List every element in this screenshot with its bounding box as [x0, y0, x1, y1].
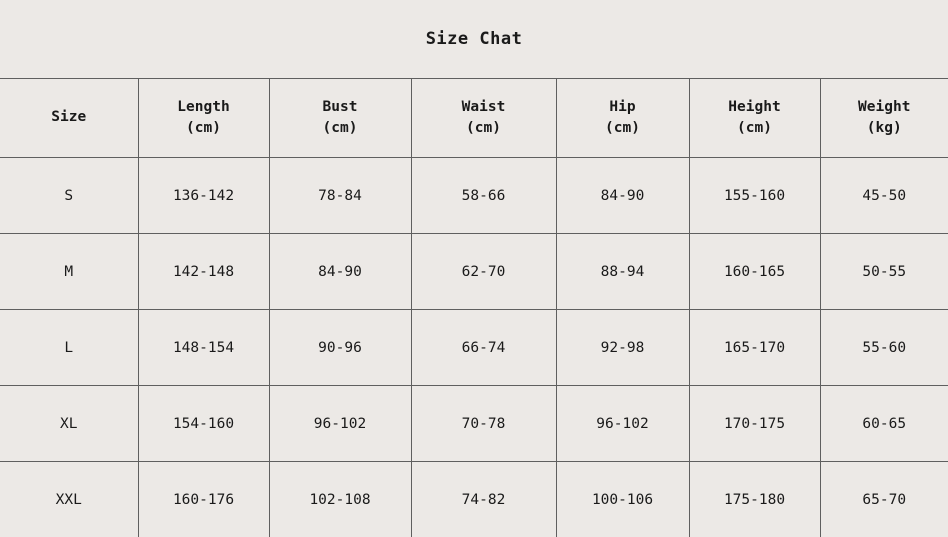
column-header-length-unit: (cm) [139, 118, 269, 139]
cell-hip: 100-106 [556, 462, 689, 537]
cell-size: XL [0, 386, 138, 462]
column-header-waist-unit: (cm) [412, 118, 556, 139]
cell-bust: 96-102 [269, 386, 411, 462]
size-chart-table [0, 78, 948, 537]
table-header-row [0, 79, 948, 158]
cell-height: 175-180 [689, 462, 820, 537]
cell-height: 165-170 [689, 310, 820, 386]
cell-hip: 96-102 [556, 386, 689, 462]
cell-bust: 78-84 [269, 158, 411, 234]
cell-weight: 45-50 [820, 158, 948, 234]
cell-waist: 66-74 [411, 310, 556, 386]
column-header-height-unit: (cm) [690, 118, 820, 139]
column-header-height [689, 79, 820, 158]
column-header-bust [269, 79, 411, 158]
cell-size: M [0, 234, 138, 310]
cell-length: 148-154 [138, 310, 269, 386]
cell-bust: 90-96 [269, 310, 411, 386]
table-row [0, 310, 948, 386]
cell-waist: 62-70 [411, 234, 556, 310]
column-header-hip-name: Hip [557, 97, 689, 118]
column-header-bust-name: Bust [270, 97, 411, 118]
cell-hip: 88-94 [556, 234, 689, 310]
cell-waist: 70-78 [411, 386, 556, 462]
cell-weight: 60-65 [820, 386, 948, 462]
cell-hip: 84-90 [556, 158, 689, 234]
cell-length: 142-148 [138, 234, 269, 310]
column-header-length-name: Length [139, 97, 269, 118]
column-header-waist [411, 79, 556, 158]
cell-waist: 74-82 [411, 462, 556, 537]
cell-size: XXL [0, 462, 138, 537]
cell-height: 155-160 [689, 158, 820, 234]
table-row [0, 234, 948, 310]
column-header-weight [820, 79, 948, 158]
cell-size: S [0, 158, 138, 234]
cell-hip: 92-98 [556, 310, 689, 386]
cell-bust: 84-90 [269, 234, 411, 310]
table-row [0, 158, 948, 234]
cell-length: 154-160 [138, 386, 269, 462]
table-row [0, 462, 948, 537]
column-header-weight-name: Weight [821, 97, 948, 118]
cell-length: 136-142 [138, 158, 269, 234]
cell-height: 160-165 [689, 234, 820, 310]
cell-size: L [0, 310, 138, 386]
column-header-weight-unit: (kg) [821, 118, 948, 139]
column-header-hip [556, 79, 689, 158]
cell-weight: 65-70 [820, 462, 948, 537]
column-header-bust-unit: (cm) [270, 118, 411, 139]
title-area [0, 0, 948, 78]
cell-height: 170-175 [689, 386, 820, 462]
cell-weight: 55-60 [820, 310, 948, 386]
column-header-height-name: Height [690, 97, 820, 118]
cell-waist: 58-66 [411, 158, 556, 234]
column-header-size-name: Size [0, 107, 138, 128]
column-header-hip-unit: (cm) [557, 118, 689, 139]
cell-length: 160-176 [138, 462, 269, 537]
column-header-waist-name: Waist [412, 97, 556, 118]
column-header-length [138, 79, 269, 158]
column-header-size [0, 79, 138, 158]
page-title: Size Chat [426, 29, 523, 49]
cell-weight: 50-55 [820, 234, 948, 310]
cell-bust: 102-108 [269, 462, 411, 537]
table-row [0, 386, 948, 462]
